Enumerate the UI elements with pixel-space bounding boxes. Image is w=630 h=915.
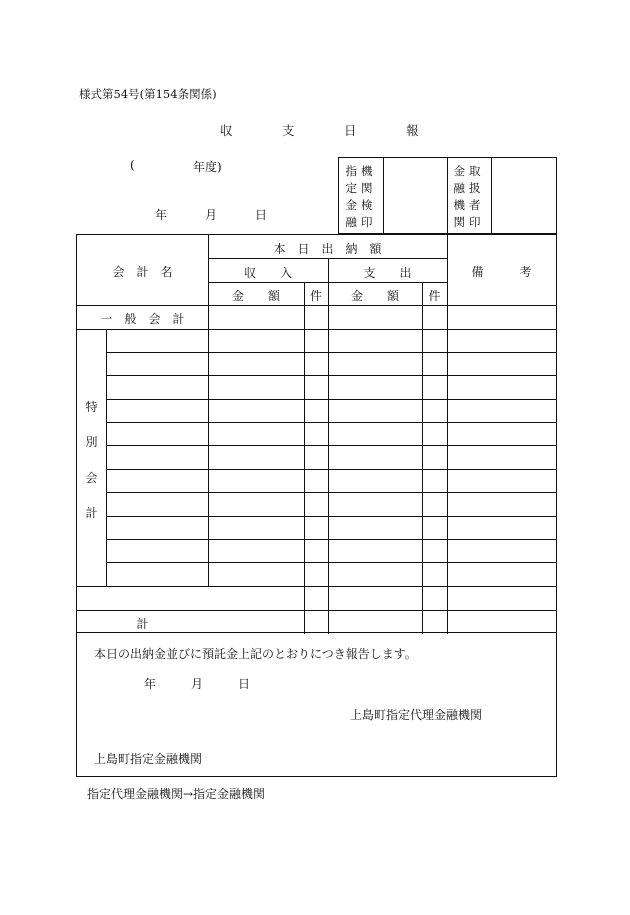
- income-header: 収 入: [243, 266, 292, 280]
- grid-line: [106, 422, 556, 423]
- fiscal-year-label: 年度): [193, 160, 222, 174]
- report-date-line: [144, 675, 285, 692]
- seal-divider: [491, 158, 492, 233]
- account-table: [76, 234, 557, 633]
- report-date: [155, 206, 305, 223]
- grid-line: [106, 352, 556, 353]
- grid-line: [328, 258, 329, 634]
- grid-line: [304, 282, 305, 634]
- grid-line: [106, 445, 556, 446]
- routing-note: 指定代理金融機関→指定金融機関: [87, 787, 266, 801]
- expense-count-header: 件: [428, 289, 441, 303]
- grid-line: [447, 235, 448, 634]
- handling-bank-seal-label: 金取 融扱 機者 関印: [453, 164, 485, 229]
- seal-divider: [447, 158, 448, 233]
- remarks-header: 備 考: [471, 265, 532, 279]
- year-label: 年: [155, 208, 168, 222]
- report-statement: 本日の出納金並びに預託金上記のとおりにつき報告します。: [94, 647, 417, 661]
- title-char: 日: [344, 123, 357, 138]
- special-account-char: 計: [85, 506, 98, 520]
- grid-line: [208, 282, 447, 283]
- income-count-header: 件: [309, 289, 322, 303]
- grid-line: [106, 562, 556, 563]
- designated-bank-seal-label: 指機 定関 金検 融印: [345, 164, 377, 229]
- grid-line: [106, 516, 556, 517]
- day-label: 日: [238, 677, 251, 691]
- seal-divider: [383, 158, 384, 233]
- income-amount-header: 金 額: [231, 289, 280, 303]
- grid-line: [106, 539, 556, 540]
- total-label: 計: [136, 617, 149, 631]
- grid-line: [422, 282, 423, 634]
- document-title: [220, 121, 468, 139]
- expense-amount-header: 金 額: [350, 289, 399, 303]
- grid-line: [106, 375, 556, 376]
- general-account-label: 一 般 会 計: [100, 312, 185, 326]
- seal-box: [338, 157, 557, 234]
- fiscal-year-open: (: [130, 158, 135, 172]
- form-number: 様式第54号(第154条関係): [79, 87, 217, 101]
- expense-header: 支 出: [363, 266, 412, 280]
- month-label: 月: [205, 208, 218, 222]
- grid-line: [106, 492, 556, 493]
- report-box: [76, 633, 557, 777]
- grid-line: [208, 258, 447, 259]
- grid-line: [106, 399, 556, 400]
- grid-line: [106, 329, 107, 586]
- grid-line: [77, 610, 556, 611]
- year-label: 年: [144, 677, 157, 691]
- day-label: 日: [255, 208, 268, 222]
- account-name-header: 会 計 名: [112, 265, 173, 279]
- designated-bank-name: 上島町指定金融機関: [94, 752, 203, 766]
- title-char: 収: [220, 123, 233, 138]
- special-account-char: 会: [85, 471, 98, 485]
- agent-bank-name: 上島町指定代理金融機関: [350, 708, 483, 722]
- title-char: 支: [282, 123, 295, 138]
- special-account-char: 別: [85, 435, 98, 449]
- month-label: 月: [191, 677, 204, 691]
- grid-line: [77, 586, 556, 587]
- grid-line: [77, 329, 556, 330]
- grid-line: [106, 469, 556, 470]
- grid-line: [77, 305, 556, 306]
- title-char: 報: [406, 123, 419, 138]
- special-account-char: 特: [85, 400, 98, 414]
- daily-amount-header: 本 日 出 納 額: [273, 242, 382, 256]
